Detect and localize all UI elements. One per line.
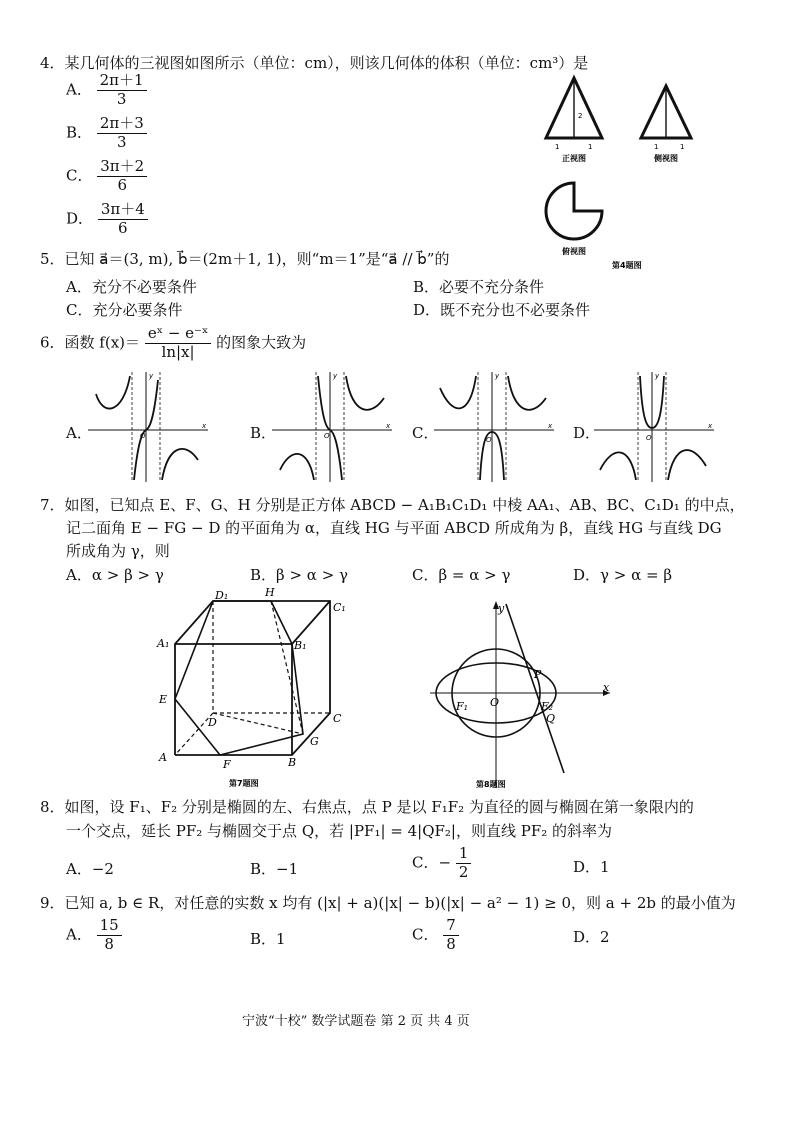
front-height-label: 2 (578, 112, 583, 120)
label-b: B (288, 756, 297, 769)
svg-text:O: O (486, 436, 492, 444)
label-f1: F₁ (456, 700, 469, 713)
svg-text:y: y (655, 372, 660, 380)
label-q: Q (546, 712, 556, 725)
q8-c-fraction: $\frac{1}{2}$ (456, 846, 472, 881)
q4-b-fraction: $\frac{2\pi+3}{3}$ (97, 116, 147, 151)
q7-cube-figure (155, 585, 355, 795)
q6-graph-c[interactable] (434, 372, 556, 484)
svg-text:y: y (498, 602, 505, 615)
label-f: F (223, 758, 231, 771)
q7-stem-line1: 7．如图，已知点 E、F、G、H 分别是正方体 ABCD − A₁B₁C₁D₁ 中棱 AA₁、AB、BC、C₁D₁ 的中点， (40, 496, 745, 514)
q4-option-a[interactable]: A． $\frac{2\pi+1}{3}$ (66, 73, 147, 108)
front-base-right: 1 (588, 143, 593, 151)
svg-text:y: y (495, 372, 500, 380)
label-d: D (208, 716, 217, 729)
svg-text:x: x (708, 422, 713, 430)
label-o: O (490, 696, 500, 709)
q6-option-c-label[interactable]: C． (412, 424, 439, 442)
q8-option-b[interactable]: B．−1 (250, 860, 299, 878)
q8-figure-caption: 第8题图 (476, 780, 506, 789)
q9-option-a[interactable]: A． $\frac{15}{8}$ (66, 918, 122, 953)
q4-stem: 4．某几何体的三视图如图所示（单位：cm），则该几何体的体积（单位：cm³）是 (40, 54, 589, 72)
q6-option-b-label[interactable]: B． (250, 424, 277, 442)
q9-a-fraction: $\frac{15}{8}$ (97, 918, 122, 953)
q6-graph-b[interactable] (272, 372, 394, 484)
q9-c-fraction: $\frac{7}{8}$ (443, 918, 459, 953)
q8-option-a[interactable]: A．−2 (66, 860, 114, 878)
svg-text:x: x (202, 422, 207, 430)
q4-d-fraction: $\frac{3\pi+4}{6}$ (98, 202, 148, 237)
svg-text:O: O (646, 434, 652, 442)
q4-a-fraction: $\frac{2\pi+1}{3}$ (97, 73, 147, 108)
q9-option-b[interactable]: B．1 (250, 930, 286, 948)
q7-stem-line3: 所成角为 γ，则 (66, 542, 170, 560)
label-f2: F₂ (541, 700, 554, 713)
svg-text:O: O (324, 432, 330, 440)
q9-option-c[interactable]: C． $\frac{7}{8}$ (412, 918, 459, 953)
q8-ellipse-figure (430, 598, 620, 798)
q6-stem: 6．函数 f(x)＝ $\frac{\text{eˣ − e⁻ˣ}}{\ln|x|}$ 的图象大致为 (40, 324, 307, 361)
q4-option-c[interactable]: C． $\frac{3\pi+2}{6}$ (66, 159, 147, 194)
q5-option-b[interactable]: B．必要不充分条件 (413, 278, 545, 296)
q8-stem-line1: 8．如图，设 F₁、F₂ 分别是椭圆的左、右焦点，点 P 是以 F₁F₂ 为直径的圆与椭圆在第一象限内的 (40, 798, 694, 816)
q9-stem: 9．已知 a, b ∈ R，对任意的实数 x 均有 (|x| + a)(|x| − b)(|x| − a² − 1) ≥ 0，则 a + 2b 的最小值为 (40, 894, 736, 912)
q7-option-b[interactable]: B．β > α > γ (250, 566, 348, 584)
svg-text:y: y (333, 372, 338, 380)
label-g: G (310, 735, 319, 748)
page-footer: 宁波“十校” 数学试题卷 第 2 页 共 4 页 (242, 1014, 470, 1029)
q6-option-a-label[interactable]: A． (66, 424, 92, 442)
q6-graph-d[interactable] (594, 372, 716, 484)
label-c: C (333, 712, 342, 725)
label-d1: D₁ (215, 589, 229, 602)
front-view-caption: 正视图 (562, 154, 586, 163)
svg-text:O: O (140, 432, 146, 440)
q7-option-a[interactable]: A．α > β > γ (66, 566, 164, 584)
label-b1: B₁ (294, 639, 307, 652)
q7-option-c[interactable]: C．β = α > γ (412, 566, 511, 584)
q8-option-d[interactable]: D．1 (573, 858, 610, 876)
q7-figure-caption: 第7题图 (229, 779, 259, 788)
q6-option-d-label[interactable]: D． (573, 424, 601, 442)
q8-option-c[interactable]: C．− $\frac{1}{2}$ (412, 846, 471, 881)
svg-text:x: x (386, 422, 391, 430)
q4-option-d[interactable]: D． $\frac{3\pi+4}{6}$ (66, 202, 148, 237)
label-a: A (159, 751, 167, 764)
svg-text:x: x (603, 681, 610, 694)
front-base-left: 1 (555, 143, 560, 151)
q5-option-a[interactable]: A．充分不必要条件 (66, 278, 197, 296)
top-view-caption: 俯视图 (562, 247, 586, 256)
q6-graph-a[interactable] (88, 372, 210, 484)
q4-option-b[interactable]: B． $\frac{2\pi+3}{3}$ (66, 116, 147, 151)
label-c1: C₁ (333, 601, 346, 614)
q5-stem: 5．已知 a⃗＝(3, m), b⃗＝(2m＋1, 1)，则“m＝1”是“a⃗ // b⃗”的 (40, 250, 450, 268)
q7-option-d[interactable]: D．γ > α = β (573, 566, 673, 584)
q5-option-c[interactable]: C．充分必要条件 (66, 301, 183, 319)
side-base-right: 1 (680, 143, 685, 151)
label-p: P (534, 668, 542, 681)
side-base-left: 1 (654, 143, 659, 151)
q5-option-d[interactable]: D．既不充分也不必要条件 (413, 301, 591, 319)
label-h: H (265, 586, 275, 599)
svg-text:x: x (548, 422, 553, 430)
label-a1: A₁ (157, 637, 170, 650)
q4-c-fraction: $\frac{3\pi+2}{6}$ (97, 159, 147, 194)
q4-figure-caption: 第4题图 (612, 261, 642, 270)
label-e: E (159, 693, 168, 706)
q4-three-view-figure (540, 78, 720, 278)
svg-text:y: y (149, 372, 154, 380)
q6-function-fraction: $\frac{\text{eˣ − e⁻ˣ}}{\ln|x|}$ (145, 326, 212, 361)
q9-option-d[interactable]: D．2 (573, 928, 610, 946)
q7-stem-line2: 记二面角 E − FG − D 的平面角为 α，直线 HG 与平面 ABCD 所成角为 β，直线 HG 与直线 DG (66, 519, 722, 537)
side-view-caption: 侧视图 (654, 154, 678, 163)
q8-stem-line2: 一个交点，延长 PF₂ 与椭圆交于点 Q，若 |PF₁| = 4|QF₂|，则直线 PF₂ 的斜率为 (66, 822, 613, 840)
